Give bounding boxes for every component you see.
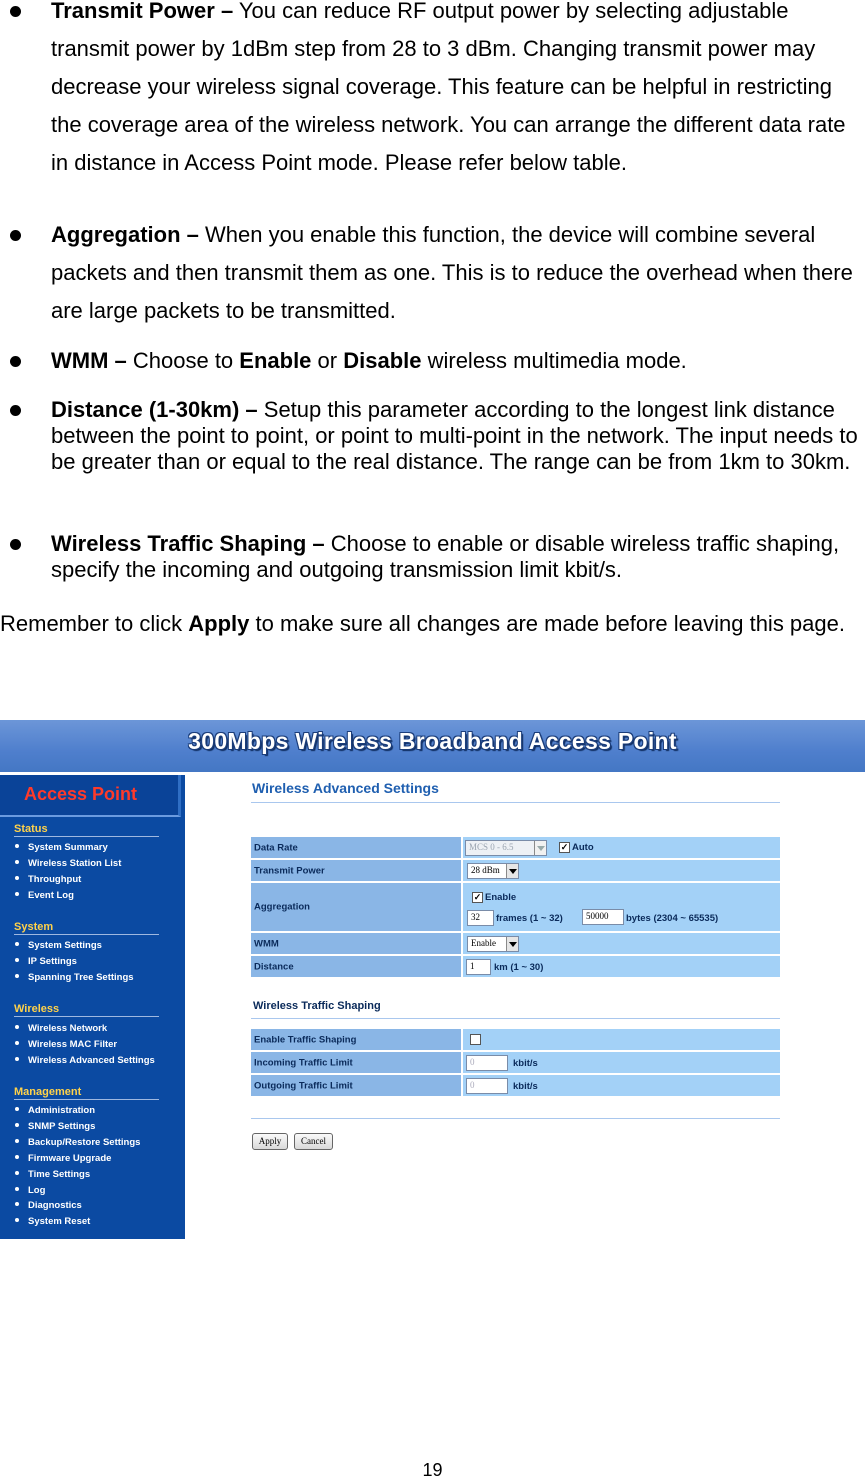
incoming-unit: kbit/s bbox=[513, 1058, 538, 1069]
bullet-text bbox=[51, 216, 865, 330]
bullet-dot bbox=[10, 230, 21, 241]
bullet-dot bbox=[10, 356, 21, 367]
row-label bbox=[251, 883, 461, 931]
select-value: 28 dBm bbox=[471, 865, 500, 875]
sidebar-item-throughput[interactable]: Throughput bbox=[15, 874, 81, 885]
bullet-dot bbox=[10, 405, 21, 416]
sidebar-item-ip-settings[interactable]: IP Settings bbox=[15, 956, 77, 967]
sidebar-header-title: Access Point bbox=[24, 784, 138, 804]
sidebar-section-wireless: Wireless bbox=[14, 1003, 159, 1017]
auto-checkbox[interactable]: ✓ bbox=[560, 842, 569, 852]
frames-input[interactable] bbox=[467, 910, 494, 926]
sidebar-item-diagnostics[interactable]: Diagnostics bbox=[15, 1200, 82, 1211]
row-label bbox=[251, 956, 461, 977]
chevron-down-icon bbox=[506, 937, 518, 951]
row-label bbox=[251, 860, 461, 881]
term: Transmit Power – bbox=[51, 0, 234, 23]
row-label bbox=[251, 1052, 461, 1073]
label-text: WMM bbox=[254, 938, 279, 949]
term: Distance (1-30km) – bbox=[51, 397, 258, 422]
distance-unit: km (1 ~ 30) bbox=[494, 962, 544, 973]
term: Wireless Traffic Shaping – bbox=[51, 531, 325, 556]
row-value bbox=[463, 933, 780, 954]
title-divider bbox=[251, 802, 780, 803]
description: Choose to bbox=[126, 348, 240, 373]
description: You can reduce RF output power by selecting adjustable transmit power by 1dBm step from 28 to 3 dBm. Changing transmit power may decrease your wireless signal coverage. This feature can be helpful in restricting the coverage area of the wireless network. You can arrange the different data rate in distance in Access Point mode. Please refer below table. bbox=[51, 0, 846, 175]
wmm-select[interactable] bbox=[467, 936, 519, 952]
traffic-shaping-title: Wireless Traffic Shaping bbox=[253, 1000, 381, 1012]
sidebar-item-wireless-network[interactable]: Wireless Network bbox=[15, 1023, 107, 1034]
bytes-input[interactable] bbox=[582, 909, 624, 925]
label-text: Distance bbox=[254, 961, 294, 972]
sidebar-header bbox=[0, 775, 181, 817]
description: Choose to enable or disable wireless traffic shaping, specify the incoming and outgoing transmission limit kbit/s. bbox=[51, 531, 840, 582]
label-text: Data Rate bbox=[254, 842, 298, 853]
row-enable-traffic-shaping bbox=[251, 1029, 780, 1050]
row-outgoing-traffic-limit bbox=[251, 1075, 780, 1096]
text: Remember to click bbox=[0, 611, 189, 636]
row-incoming-traffic-limit bbox=[251, 1052, 780, 1073]
term: WMM – bbox=[51, 348, 127, 373]
select-value: Enable bbox=[471, 938, 496, 948]
sidebar-item-firmware-upgrade[interactable]: Firmware Upgrade bbox=[15, 1153, 111, 1164]
banner bbox=[0, 720, 865, 772]
description: or bbox=[311, 348, 344, 373]
label-text: Incoming Traffic Limit bbox=[254, 1057, 353, 1068]
cancel-button[interactable]: Cancel bbox=[294, 1133, 333, 1150]
input-value: 1 bbox=[470, 961, 475, 971]
sidebar bbox=[0, 775, 185, 1239]
banner-title: 300Mbps Wireless Broadband Access Point bbox=[188, 728, 677, 754]
input-value: 0 bbox=[470, 1080, 475, 1090]
label-text: Aggregation bbox=[254, 901, 310, 913]
row-label bbox=[251, 837, 461, 858]
sidebar-item-snmp-settings[interactable]: SNMP Settings bbox=[15, 1121, 95, 1132]
chevron-down-icon bbox=[506, 864, 518, 878]
sidebar-section-system: System bbox=[14, 921, 159, 935]
label-text: Transmit Power bbox=[254, 865, 325, 876]
distance-input[interactable] bbox=[466, 959, 491, 975]
outgoing-unit: kbit/s bbox=[513, 1081, 538, 1092]
sidebar-item-system-settings[interactable]: System Settings bbox=[15, 940, 102, 951]
row-value bbox=[463, 883, 780, 931]
bullet-dot bbox=[10, 6, 21, 17]
sidebar-item-system-summary[interactable]: System Summary bbox=[15, 842, 108, 853]
sidebar-item-administration[interactable]: Administration bbox=[15, 1105, 95, 1116]
transmit-power-select[interactable] bbox=[467, 863, 519, 879]
shaping-divider bbox=[251, 1018, 780, 1019]
bullet-text bbox=[51, 0, 865, 182]
description: When you enable this function, the device will combine several packets and then transmit them as one. This is to reduce the overhead when there are large packets to be transmitted. bbox=[51, 222, 853, 323]
remember-paragraph bbox=[0, 605, 865, 643]
sidebar-item-event-log[interactable]: Event Log bbox=[15, 890, 74, 901]
label-text: Enable Traffic Shaping bbox=[254, 1034, 357, 1045]
auto-label: Auto bbox=[572, 842, 594, 853]
sidebar-item-wireless-station-list[interactable]: Wireless Station List bbox=[15, 858, 121, 869]
data-rate-select[interactable] bbox=[465, 840, 547, 856]
row-value bbox=[463, 1052, 780, 1073]
bullet-text bbox=[51, 342, 865, 380]
input-value: 0 bbox=[470, 1057, 475, 1067]
row-data-rate bbox=[251, 837, 780, 858]
row-value bbox=[463, 860, 780, 881]
input-value: 50000 bbox=[586, 911, 609, 921]
outgoing-limit-input[interactable] bbox=[466, 1078, 508, 1094]
bullet-dot bbox=[10, 539, 21, 550]
sidebar-section-status: Status bbox=[14, 823, 159, 837]
aggregation-enable-checkbox[interactable]: ✓ bbox=[473, 892, 482, 902]
row-wmm bbox=[251, 933, 780, 954]
sidebar-item-spanning-tree-settings[interactable]: Spanning Tree Settings bbox=[15, 972, 134, 983]
input-value: 32 bbox=[471, 912, 480, 922]
sidebar-item-log[interactable]: Log bbox=[15, 1185, 45, 1196]
description: wireless multimedia mode. bbox=[421, 348, 687, 373]
text: to make sure all changes are made before leaving this page. bbox=[249, 611, 845, 636]
enable-keyword: Enable bbox=[239, 348, 312, 373]
aggregation-enable-label: Enable bbox=[485, 892, 517, 903]
page-title: Wireless Advanced Settings bbox=[252, 780, 439, 796]
incoming-limit-input[interactable] bbox=[466, 1055, 508, 1071]
bottom-divider bbox=[251, 1118, 780, 1119]
row-value bbox=[463, 1029, 780, 1050]
disable-keyword: Disable bbox=[343, 348, 422, 373]
sidebar-item-backup-restore-settings[interactable]: Backup/Restore Settings bbox=[15, 1137, 140, 1148]
bytes-unit: bytes (2304 ~ 65535) bbox=[626, 913, 719, 924]
sidebar-item-system-reset[interactable]: System Reset bbox=[15, 1216, 90, 1227]
label-text: Outgoing Traffic Limit bbox=[254, 1080, 353, 1091]
bullet-text bbox=[51, 397, 865, 475]
traffic-shaping-checkbox[interactable] bbox=[470, 1034, 481, 1045]
select-value: MCS 0 - 6.5 bbox=[469, 842, 514, 852]
frames-unit: frames (1 ~ 32) bbox=[496, 913, 563, 924]
row-label bbox=[251, 1029, 461, 1050]
row-distance bbox=[251, 956, 780, 977]
sidebar-section-management: Management bbox=[14, 1086, 159, 1100]
router-screenshot bbox=[0, 720, 865, 1239]
row-aggregation bbox=[251, 883, 780, 931]
sidebar-item-time-settings[interactable]: Time Settings bbox=[15, 1169, 90, 1180]
row-label bbox=[251, 933, 461, 954]
sidebar-item-wireless-mac-filter[interactable]: Wireless MAC Filter bbox=[15, 1039, 117, 1050]
row-value bbox=[463, 837, 780, 858]
row-value bbox=[463, 1075, 780, 1096]
chevron-down-icon bbox=[534, 841, 546, 855]
page-number: 19 bbox=[422, 1460, 443, 1480]
term: Aggregation – bbox=[51, 222, 199, 247]
sidebar-item-wireless-advanced-settings[interactable]: Wireless Advanced Settings bbox=[15, 1055, 155, 1066]
apply-button[interactable]: Apply bbox=[252, 1133, 288, 1150]
apply-keyword: Apply bbox=[188, 611, 250, 636]
row-transmit-power bbox=[251, 860, 780, 881]
description: Setup this parameter according to the longest link distance between the point to point, or point to multi-point in the network. The input needs to be greater than or equal to the real distance. The range can be from 1km to 30km. bbox=[51, 397, 858, 474]
bullet-text bbox=[51, 531, 865, 583]
row-label bbox=[251, 1075, 461, 1096]
row-value bbox=[463, 956, 780, 977]
